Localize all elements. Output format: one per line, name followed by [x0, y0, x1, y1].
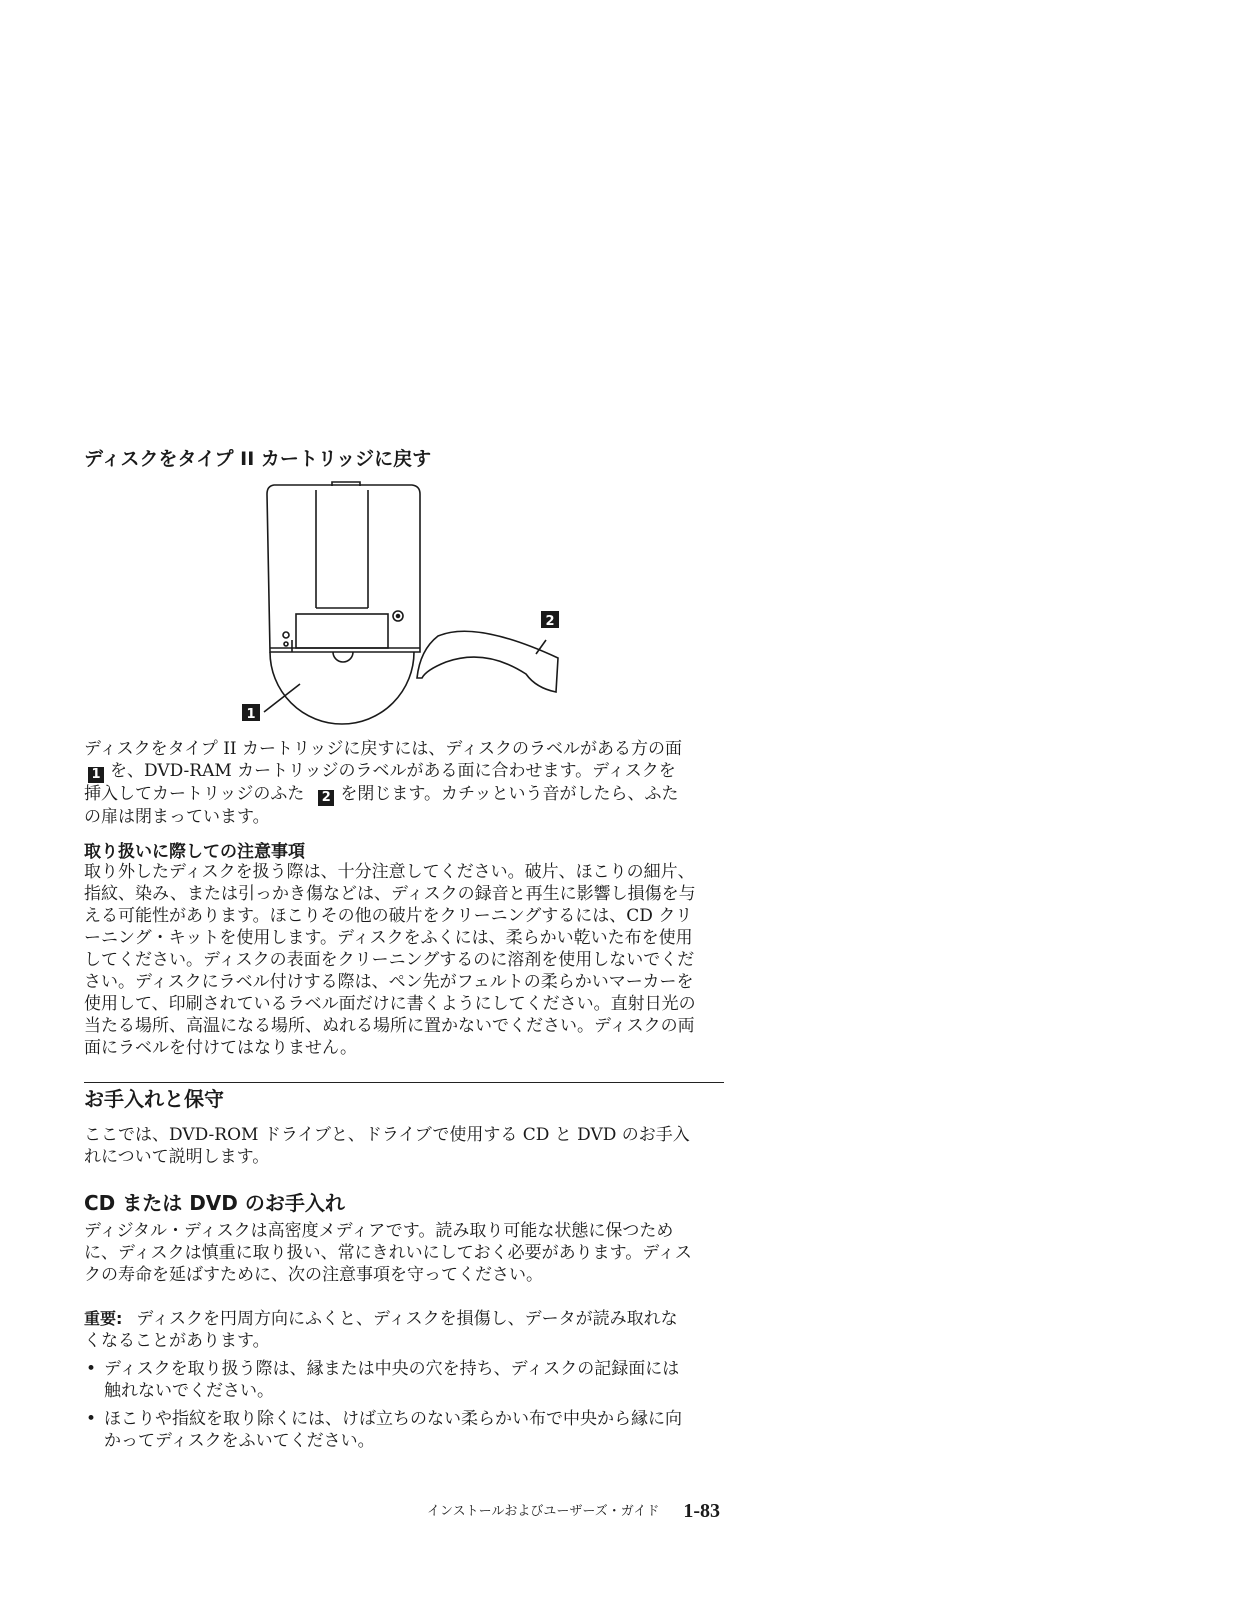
para-line: える可能性があります。ほこりその他の破片をクリーニングするには、CD クリ: [84, 906, 693, 926]
section-heading-maintenance: お手入れと保守: [84, 1087, 224, 1111]
para-line: 取り外したディスクを扱う際は、十分注意してください。破片、ほこりの細片、: [84, 862, 695, 882]
para-line: の扉は閉まっています。: [84, 807, 270, 827]
important-label: 重要:: [84, 1309, 123, 1328]
para-line: 面にラベルを付けてはなりません。: [84, 1038, 358, 1058]
callout-1-label: [242, 704, 260, 722]
para-line: 当たる場所、高温になる場所、ぬれる場所に置かないでください。ディスクの両: [84, 1016, 695, 1036]
handling-paragraph: [84, 861, 744, 1059]
para-line-text: を、DVD-RAM カートリッジのラベルがある面に合わせます。ディスクを: [110, 761, 676, 781]
maintenance-paragraph: [84, 1124, 744, 1168]
para-line: に、ディスクは慎重に取り扱い、常にきれいにしておく必要があります。ディス: [84, 1243, 692, 1263]
para-line: さい。ディスクにラベル付けする際は、ペン先がフェルトの柔らかいマーカーを: [84, 972, 694, 992]
disc-shape: [270, 652, 414, 724]
para-line: ーニング・キットを使用します。ディスクをふくには、柔らかい乾いた布を使用: [84, 928, 693, 948]
section-heading-disc-care: CD または DVD のお手入れ: [84, 1191, 345, 1215]
para-line: [84, 760, 744, 783]
page-footer: [380, 1500, 720, 1523]
para-line: [84, 783, 744, 806]
list-item: [84, 1358, 744, 1402]
svg-text:1: 1: [246, 707, 256, 722]
para-line: ここでは、DVD-ROM ドライブと、ドライブで使用する CD と DVD のお手入: [84, 1125, 690, 1145]
return-disc-paragraph: [84, 738, 744, 828]
callout-badge-1: 1: [88, 767, 104, 783]
section-heading-return-disc: ディスクをタイプ II カートリッジに戻す: [84, 448, 432, 470]
para-line: 使用して、印刷されているラベル面だけに書くようにしてください。直射日光の: [84, 994, 696, 1014]
para-line: くなることがあります。: [84, 1331, 270, 1351]
para-line-text: ディスクを円周方向にふくと、ディスクを損傷し、データが読み取れな: [136, 1309, 678, 1329]
para-line-text: を閉じます。カチッという音がしたら、ふた: [340, 784, 679, 804]
callout-badge-2: 2: [318, 790, 334, 806]
para-line: かってディスクをふいてください。: [104, 1431, 375, 1451]
cartridge-lid: [417, 631, 558, 692]
para-line: 触れないでください。: [104, 1381, 274, 1401]
para-line: ディスクをタイプ II カートリッジに戻すには、ディスクのラベルがある方の面: [84, 739, 682, 759]
section-heading-handling: 取り扱いに際しての注意事項: [84, 842, 305, 862]
para-line-text: 挿入してカートリッジのふた: [84, 784, 305, 804]
para-line: [84, 1308, 744, 1330]
para-line: れについて説明します。: [84, 1147, 270, 1167]
para-line: クの寿命を延ばすために、次の注意事項を守ってください。: [84, 1265, 543, 1285]
para-line: 指紋、染み、または引っかき傷などは、ディスクの録音と再生に影響し損傷を与: [84, 884, 696, 904]
disc-care-paragraph: [84, 1220, 744, 1286]
para-line: • ほこりや指紋を取り除くには、けば立ちのない柔らかい布で中央から縁に向: [104, 1409, 682, 1429]
page-number: 1-83: [683, 1500, 720, 1522]
list-item: [84, 1408, 744, 1452]
section-divider: [84, 1082, 724, 1083]
para-line: してください。ディスクの表面をクリーニングするのに溶剤を使用しないでくだ: [84, 950, 695, 970]
cartridge-body: [267, 485, 420, 652]
cartridge-illustration: [236, 480, 576, 740]
para-line: ディジタル・ディスクは高密度メディアです。読み取り可能な状態に保つため: [84, 1221, 674, 1241]
footer-title: インストールおよびユーザーズ・ガイド: [427, 1504, 660, 1519]
callout-2-label: [541, 611, 559, 629]
svg-text:2: 2: [545, 614, 555, 629]
para-line: • ディスクを取り扱う際は、縁または中央の穴を持ち、ディスクの記録面には: [104, 1359, 680, 1379]
important-note: [84, 1308, 744, 1352]
care-bullet-list: [84, 1358, 744, 1452]
